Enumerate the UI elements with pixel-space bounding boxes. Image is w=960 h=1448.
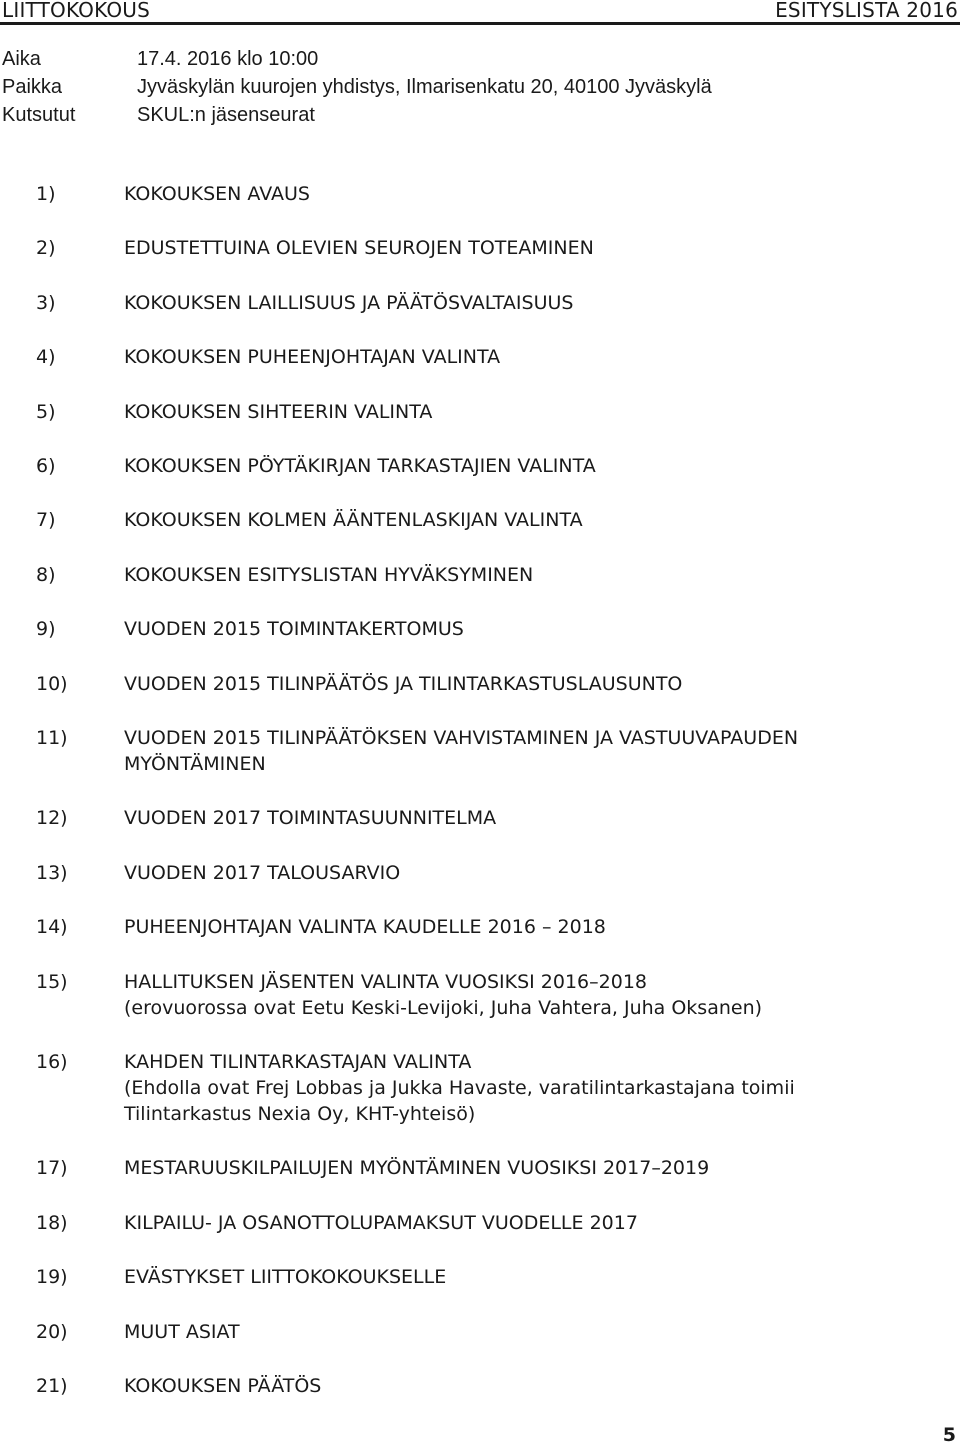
agenda-item-text <box>124 1049 924 1127</box>
agenda-item-title: VUODEN 2017 TALOUSARVIO <box>124 861 401 884</box>
agenda-item-text <box>124 1210 924 1236</box>
agenda-item-number: 14) <box>36 916 68 939</box>
page-header <box>0 0 960 24</box>
agenda-item-text <box>124 616 924 642</box>
agenda-item-text <box>124 860 924 886</box>
agenda-item-text <box>124 725 924 777</box>
agenda-item-note: MYÖNTÄMINEN <box>124 753 266 775</box>
agenda-item-number: 10) <box>36 672 68 695</box>
agenda-item-note: (erovuorossa ovat Eetu Keski-Levijoki, Juha Vahtera, Juha Oksanen) <box>124 996 763 1019</box>
agenda-item-text <box>124 969 924 1021</box>
agenda-item-number: 21) <box>36 1375 68 1397</box>
agenda-item-title: KOKOUKSEN KOLMEN ÄÄNTENLASKIJAN VALINTA <box>124 509 583 532</box>
agenda-item-text <box>124 181 924 207</box>
agenda-item-text <box>124 235 924 261</box>
agenda-item-number: 9) <box>36 618 56 641</box>
agenda-item-title: KOKOUKSEN SIHTEERIN VALINTA <box>124 400 433 423</box>
meta-row <box>2 73 712 101</box>
agenda-item-text <box>124 1373 924 1399</box>
agenda-item-number: 4) <box>36 346 56 369</box>
agenda-item-text <box>124 671 924 697</box>
agenda-item-text <box>124 344 924 370</box>
agenda-item-number: 20) <box>36 1320 68 1343</box>
meta-label: Aika <box>2 48 41 70</box>
agenda-item-text <box>124 290 924 316</box>
agenda-item-number: 13) <box>36 861 68 884</box>
agenda-item-title: KOKOUKSEN ESITYSLISTAN HYVÄKSYMINEN <box>124 563 534 586</box>
agenda-item-title: MESTARUUSKILPAILUJEN MYÖNTÄMINEN VUOSIKSI 2017–2019 <box>124 1157 710 1180</box>
agenda-item-text <box>124 507 924 533</box>
header-divider <box>0 22 960 25</box>
meta-value: 17.4. 2016 klo 10:00 <box>137 48 319 70</box>
meta-label: Paikka <box>2 76 63 98</box>
agenda-item-number: 8) <box>36 563 56 586</box>
agenda-item-number: 1) <box>36 183 56 205</box>
agenda-item-title: VUODEN 2015 TILINPÄÄTÖKSEN VAHVISTAMINEN JA VASTUUVAPAUDEN <box>124 727 799 749</box>
agenda-item-number: 17) <box>36 1157 68 1180</box>
agenda-item-number: 11) <box>36 727 68 749</box>
agenda-item-text <box>124 1319 924 1345</box>
agenda-item-title: VUODEN 2017 TOIMINTASUUNNITELMA <box>124 807 497 830</box>
agenda-item-title: MUUT ASIAT <box>124 1320 240 1343</box>
agenda-item-title: KAHDEN TILINTARKASTAJAN VALINTA <box>124 1051 472 1073</box>
agenda-item-number: 3) <box>36 291 56 314</box>
meeting-details <box>2 45 712 129</box>
agenda-item-text <box>124 1155 924 1181</box>
agenda-item-number: 12) <box>36 807 68 830</box>
agenda-item-number: 6) <box>36 455 56 477</box>
meta-row <box>2 101 712 129</box>
document-subtitle: ESITYSLISTA 2016 <box>775 0 958 22</box>
agenda-item-title: VUODEN 2015 TOIMINTAKERTOMUS <box>124 618 464 641</box>
agenda-item-title: EVÄSTYKSET LIITTOKOKOUKSELLE <box>124 1266 447 1289</box>
agenda-item-title: HALLITUKSEN JÄSENTEN VALINTA VUOSIKSI 2016–2018 <box>124 970 648 993</box>
agenda-item-title: EDUSTETTUINA OLEVIEN SEUROJEN TOTEAMINEN <box>124 237 594 260</box>
agenda-item-text <box>124 914 924 940</box>
agenda-item-title: PUHEENJOHTAJAN VALINTA KAUDELLE 2016 – 2018 <box>124 916 606 939</box>
agenda-item-title: KOKOUKSEN PÖYTÄKIRJAN TARKASTAJIEN VALINTA <box>124 455 596 477</box>
page-number: 5 <box>942 1424 956 1446</box>
agenda-item-number: 15) <box>36 970 68 993</box>
agenda-item-text <box>124 453 924 479</box>
meta-row <box>2 45 712 73</box>
meta-label: Kutsutut <box>2 104 76 126</box>
agenda-item-number: 19) <box>36 1266 68 1289</box>
agenda-item-title: KOKOUKSEN PÄÄTÖS <box>124 1375 322 1397</box>
agenda-item-number: 7) <box>36 509 56 532</box>
meta-value: SKUL:n jäsenseurat <box>137 104 315 126</box>
agenda-item-note: Tilintarkastus Nexia Oy, KHT-yhteisö) <box>124 1103 476 1125</box>
agenda-item-number: 18) <box>36 1211 68 1234</box>
agenda-item-number: 2) <box>36 237 56 260</box>
agenda-item-title: KILPAILU- JA OSANOTTOLUPAMAKSUT VUODELLE 2017 <box>124 1211 638 1234</box>
meta-value: Jyväskylän kuurojen yhdistys, Ilmarisenkatu 20, 40100 Jyväskylä <box>137 76 712 98</box>
agenda-item-text <box>124 805 924 831</box>
agenda-item-title: VUODEN 2015 TILINPÄÄTÖS JA TILINTARKASTUSLAUSUNTO <box>124 672 683 695</box>
agenda-item-number: 5) <box>36 400 56 423</box>
document-title: LIITTOKOKOUS <box>2 0 151 22</box>
agenda-item-text <box>124 1264 924 1290</box>
agenda-item-text <box>124 399 924 425</box>
agenda-item-title: KOKOUKSEN LAILLISUUS JA PÄÄTÖSVALTAISUUS <box>124 291 574 314</box>
agenda-item-title: KOKOUKSEN AVAUS <box>124 183 310 205</box>
agenda-item-note: (Ehdolla ovat Frej Lobbas ja Jukka Havaste, varatilintarkastajana toimii <box>124 1077 795 1099</box>
agenda-item-title: KOKOUKSEN PUHEENJOHTAJAN VALINTA <box>124 346 501 369</box>
agenda-item-text <box>124 562 924 588</box>
agenda-item-number: 16) <box>36 1051 68 1073</box>
